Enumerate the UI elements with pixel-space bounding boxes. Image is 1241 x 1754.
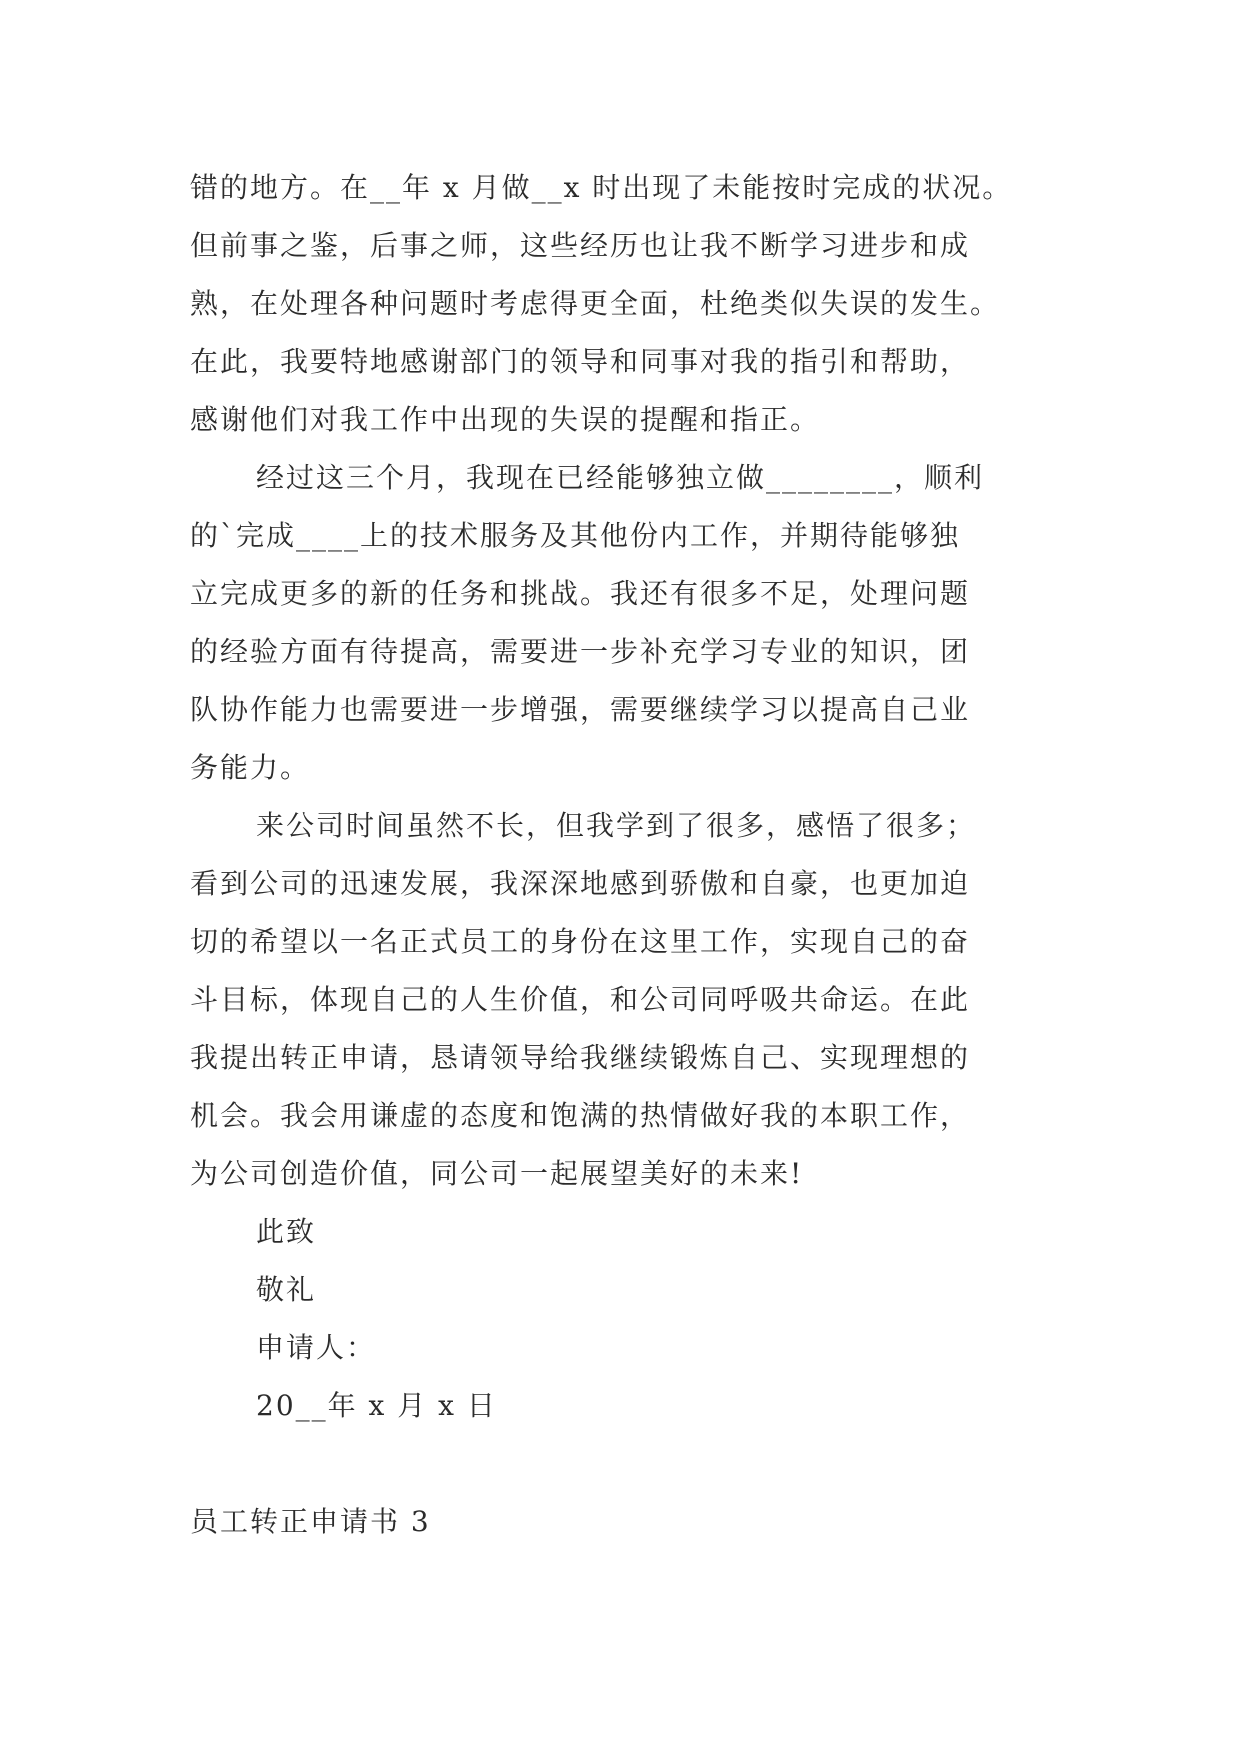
paragraph-2-line-5: 队协作能力也需要进一步增强，需要继续学习以提高自己业 [190, 693, 971, 726]
paragraph-3-line-7: 为公司创造价值，同公司一起展望美好的未来! [190, 1157, 804, 1190]
date-line: 20__年 x 月 x 日 [256, 1389, 497, 1422]
paragraph-3-line-6: 机会。我会用谦虚的态度和饱满的热情做好我的本职工作， [190, 1099, 971, 1132]
section-heading: 员工转正申请书 3 [190, 1505, 431, 1538]
paragraph-2-line-4: 的经验方面有待提高，需要进一步补充学习专业的知识，团 [190, 635, 971, 668]
paragraph-2-line-6: 务能力。 [190, 751, 311, 784]
paragraph-1-line-2: 但前事之鉴，后事之师，这些经历也让我不断学习进步和成 [190, 229, 971, 262]
paragraph-2-line-1: 经过这三个月，我现在已经能够独立做________，顺利 [256, 461, 985, 494]
paragraph-1-line-5: 感谢他们对我工作中出现的失误的提醒和指正。 [190, 403, 821, 436]
closing-salutation-1: 此致 [256, 1215, 317, 1248]
paragraph-3-line-3: 切的希望以一名正式员工的身份在这里工作，实现自己的奋 [190, 925, 971, 958]
paragraph-2-line-3: 立完成更多的新的任务和挑战。我还有很多不足，处理问题 [190, 577, 971, 610]
paragraph-3-line-5: 我提出转正申请，恳请领导给我继续锻炼自己、实现理想的 [190, 1041, 971, 1074]
paragraph-1-line-1: 错的地方。在__年 x 月做__x 时出现了未能按时完成的状况。 [190, 171, 1013, 204]
paragraph-2-line-2: 的`完成____上的技术服务及其他份内工作，并期待能够独 [190, 519, 961, 552]
applicant-label: 申请人： [256, 1331, 377, 1364]
paragraph-3-line-4: 斗目标，体现自己的人生价值，和公司同呼吸共命运。在此 [190, 983, 971, 1016]
closing-salutation-2: 敬礼 [256, 1273, 317, 1306]
paragraph-3-line-2: 看到公司的迅速发展，我深深地感到骄傲和自豪，也更加迫 [190, 867, 971, 900]
paragraph-1-line-4: 在此，我要特地感谢部门的领导和同事对我的指引和帮助， [190, 345, 971, 378]
paragraph-3-line-1: 来公司时间虽然不长，但我学到了很多，感悟了很多； [256, 809, 977, 842]
paragraph-1-line-3: 熟，在处理各种问题时考虑得更全面，杜绝类似失误的发生。 [190, 287, 1001, 320]
